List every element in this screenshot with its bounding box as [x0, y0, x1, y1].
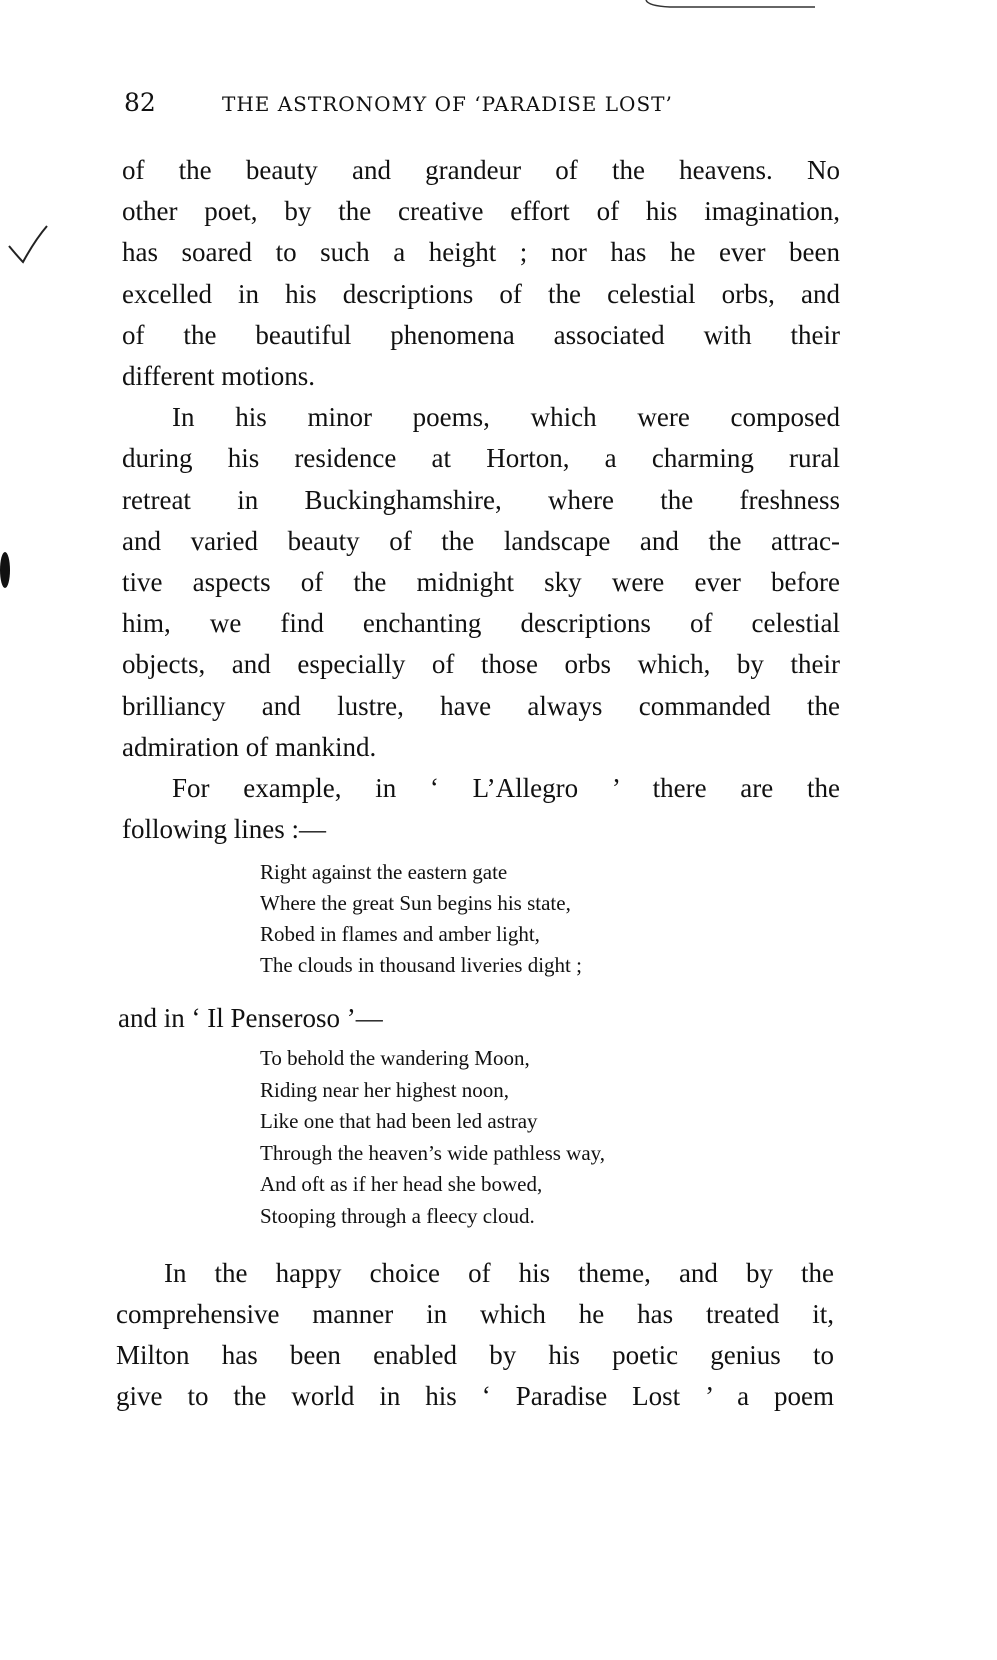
poem-line: And oft as if her head she bowed,	[260, 1172, 543, 1196]
text-line: objects, and especially of those orbs which, by their	[122, 649, 840, 680]
poem-line: To behold the wandering Moon,	[260, 1046, 530, 1070]
page-number: 82	[124, 88, 156, 117]
text-line: excelled in his descriptions of the celestial orbs, and	[122, 278, 840, 309]
poem-line: Riding near her highest noon,	[260, 1077, 510, 1102]
poem-line: Stooping through a fleecy cloud.	[260, 1203, 535, 1228]
running-title: THE ASTRONOMY OF ‘PARADISE LOST’	[222, 92, 673, 116]
text-line: different motions.	[122, 361, 315, 391]
text-line: give to the world in his ‘ Paradise Lost ’ a poem	[116, 1381, 834, 1411]
poem-line: Through the heaven’s wide pathless way,	[260, 1140, 606, 1165]
text-line: In his minor poems, which were composed	[172, 402, 840, 433]
text-line: brilliancy and lustre, have always commanded the	[122, 690, 840, 721]
text-line: tive aspects of the midnight sky were ever before	[122, 567, 840, 597]
text-line: following lines :—	[122, 814, 326, 845]
top-rule-line	[640, 0, 820, 12]
text-line: admiration of mankind.	[122, 731, 377, 762]
text-line: and varied beauty of the landscape and the attrac-	[122, 525, 840, 556]
pencil-check-mark-icon	[5, 222, 50, 267]
text-line: comprehensive manner in which he has treated it,	[116, 1299, 834, 1329]
poem-line: Robed in flames and amber light,	[260, 922, 540, 946]
text-line: For example, in ‘ L’Allegro ’ there are the	[172, 773, 840, 803]
ink-blot-icon	[0, 545, 14, 595]
text-line: during his residence at Horton, a charming rural	[122, 443, 840, 474]
text-line: and in ‘ Il Penseroso ’—	[118, 1003, 383, 1033]
text-line: In the happy choice of his theme, and by the	[164, 1258, 834, 1288]
text-line: Milton has been enabled by his poetic genius to	[116, 1340, 834, 1370]
text-line: of the beautiful phenomena associated with their	[122, 319, 840, 350]
poem-line: Where the great Sun begins his state,	[260, 891, 571, 915]
poem-line: Right against the eastern gate	[260, 860, 508, 884]
text-line: him, we find enchanting descriptions of celestial	[122, 608, 840, 639]
text-line: of the beauty and grandeur of the heavens. No	[122, 155, 840, 185]
poem-line: The clouds in thousand liveries dight ;	[260, 953, 582, 977]
text-line: other poet, by the creative effort of his imagination,	[122, 196, 840, 227]
text-line: has soared to such a height ; nor has he ever been	[122, 237, 840, 268]
poem-line: Like one that had been led astray	[260, 1109, 538, 1133]
text-line: retreat in Buckinghamshire, where the freshness	[122, 484, 840, 515]
